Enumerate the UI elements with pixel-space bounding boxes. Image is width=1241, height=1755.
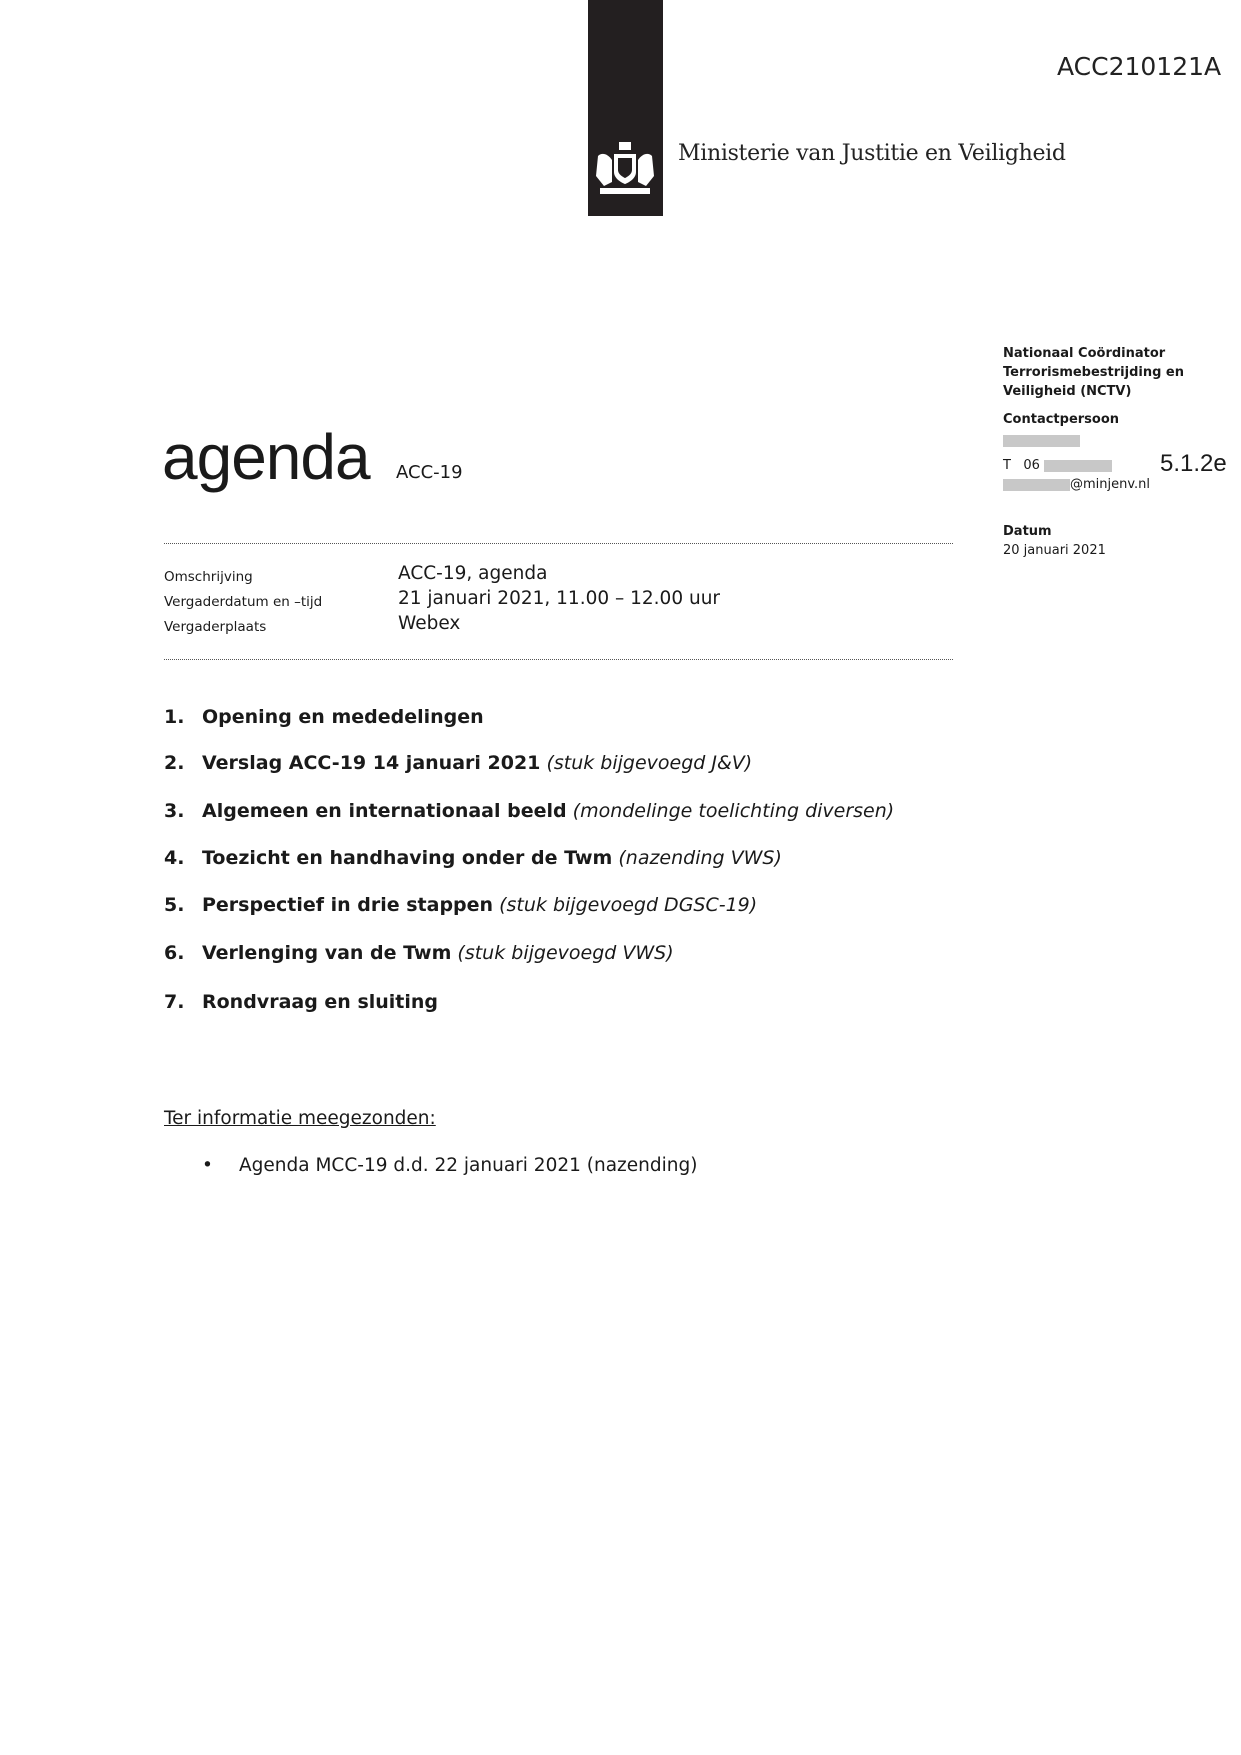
org-line: Veiligheid (NCTV) bbox=[1003, 384, 1132, 399]
agenda-item: 6. Verlenging van de Twm (stuk bijgevoegd VWS) bbox=[164, 942, 674, 964]
agenda-item: 7. Rondvraag en sluiting bbox=[164, 991, 439, 1013]
document-reference: ACC210121A bbox=[1057, 52, 1222, 81]
agenda-item: 2. Verslag ACC-19 14 januari 2021 (stuk bijgevoegd J&V) bbox=[164, 752, 753, 774]
org-line: Nationaal Coördinator bbox=[1003, 346, 1166, 361]
redaction-code: 5.1.2e bbox=[1160, 450, 1227, 477]
email-suffix: @minjenv.nl bbox=[1070, 477, 1151, 492]
date-label: Datum bbox=[1003, 524, 1052, 539]
meta-label: Vergaderdatum en –tijd bbox=[164, 594, 323, 610]
organisation-name bbox=[1003, 344, 1184, 401]
page-title: agenda bbox=[162, 421, 370, 493]
contact-label: Contactpersoon bbox=[1003, 412, 1120, 427]
divider bbox=[164, 543, 953, 544]
bullet-icon: • bbox=[202, 1155, 213, 1176]
ministry-name: Ministerie van Justitie en Veiligheid bbox=[678, 141, 1066, 166]
date-value: 20 januari 2021 bbox=[1003, 543, 1106, 558]
coat-of-arms-icon bbox=[592, 140, 658, 198]
page-subtitle: ACC-19 bbox=[396, 462, 463, 483]
org-line: Terrorismebestrijding en bbox=[1003, 365, 1184, 380]
agenda-item: 1. Opening en mededelingen bbox=[164, 706, 484, 728]
meta-value: Webex bbox=[398, 613, 461, 634]
redacted-phone bbox=[1044, 460, 1112, 472]
info-heading: Ter informatie meegezonden: bbox=[164, 1108, 436, 1129]
meta-label: Vergaderplaats bbox=[164, 619, 267, 635]
divider bbox=[164, 659, 953, 660]
meta-value: ACC-19, agenda bbox=[398, 563, 548, 584]
redacted-name bbox=[1003, 435, 1080, 447]
meta-label: Omschrijving bbox=[164, 569, 253, 585]
info-bullet: Agenda MCC-19 d.d. 22 januari 2021 (nazending) bbox=[239, 1155, 698, 1176]
agenda-item: 5. Perspectief in drie stappen (stuk bijgevoegd DGSC-19) bbox=[164, 894, 758, 916]
agenda-item: 4. Toezicht en handhaving onder de Twm (nazending VWS) bbox=[164, 847, 782, 869]
redacted-email bbox=[1003, 479, 1070, 491]
agenda-item: 3. Algemeen en internationaal beeld (mondelinge toelichting diversen) bbox=[164, 800, 895, 822]
meta-value: 21 januari 2021, 11.00 – 12.00 uur bbox=[398, 588, 721, 609]
phone-prefix: T 06 bbox=[1003, 458, 1040, 473]
